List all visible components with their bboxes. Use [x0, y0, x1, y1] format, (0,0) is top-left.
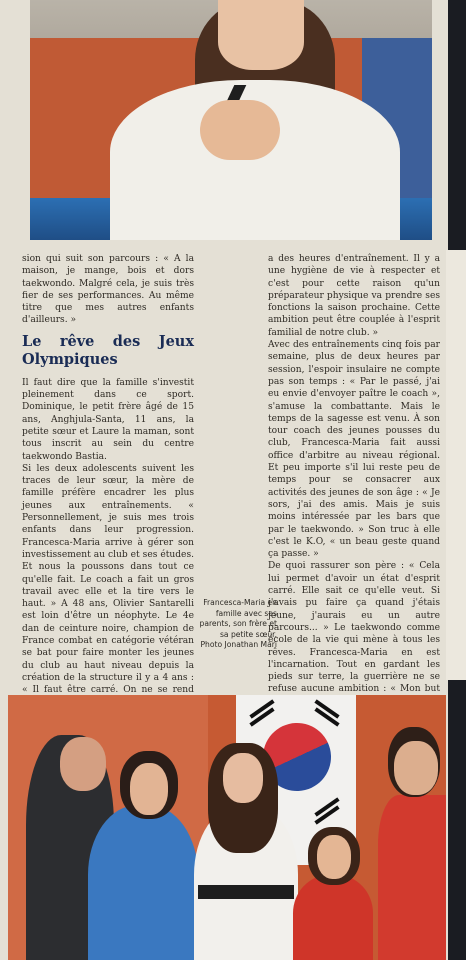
article-column-1: [22, 253, 194, 721]
adjacent-page-edge: [446, 250, 466, 680]
mother-figure: [88, 805, 198, 960]
mother-face: [130, 763, 168, 815]
francesca-face: [223, 753, 263, 803]
article-paragraph: a des heures d'entraînement. Il y a une hygiène de vie à respecter et c'est pour cette raison qu'un préparateur physique va prendre ses fonctions la saison prochaine. Cette ambition peut être couplée à l'esprit familial de notre club. »: [268, 254, 440, 338]
section-heading: Le rêve des Jeux Olympiques: [22, 332, 194, 368]
little-sister-face: [317, 835, 351, 879]
girl-face: [218, 0, 304, 70]
article-column-2: [268, 253, 440, 745]
father-head: [60, 737, 106, 791]
photo-caption: Francesca-Maria en famille avec ses parents, son frère et sa petite sœur. Photo Jonathan Mari: [199, 598, 277, 649]
clasped-fists: [200, 100, 280, 160]
article-paragraph: De quoi rassurer son père : « Cela lui permet d'avoir un état d'esprit carré. Elle sait ce qu'elle veut. Si j'avais pu faire ça quand j'étais jeune, j'aurais eu un autre parcours... » Le taekwondo comme école de la vie qui mène à tous les rêves. Francesca-Maria en est l'incarnation. Tout en gardant les pieds sur terre, la guerrière ne se refuse aucune ambition : « Mon but: [268, 561, 440, 695]
family-photo: [8, 695, 446, 960]
article-paragraph: Il faut dire que la famille s'investit pleinement dans ce sport. Dominique, le petit frère âgé de 15 ans, Anghjula-Santa, 11 ans, la petite sœur et Laure la maman, sont tous inscrit au sein du centre taekwondo Bastia.: [22, 377, 194, 462]
article-paragraph: Si les deux adolescents suivent les traces de leur sœur, la mère de famille préfère encadrer les plus jeunes aux entraînements. « Personnellement, je suis mes trois enfants dans leur progression. Francesca-Maria arrive à gérer son investissement au club et ses études. Et nous la poussons dans tout ce qu'elle fait. Le coach a fait un gros travail avec elle et la tire vers le haut. » A 48 ans, Olivier Santarelli est loin d'être un néophyte. Le 4e dan de ceinture noire, champion de France combat en catégorie vétéran se bat pour faire monter les jeunes du club au haut niveau depuis la création de la structure il y a 4 ans : « Il faut être carré. On ne se rend: [22, 463, 194, 696]
taekwondo-girl-photo: [30, 0, 432, 240]
brother-face: [394, 741, 438, 795]
article-lead-paragraph: sion qui suit son parcours : « A la maison, je mange, bois et dors taekwondo. Malgré cela, je suis très fier de ses performances. Au même titre que mes autres enfants d'ailleurs. »: [22, 254, 194, 326]
brother-figure: [378, 795, 446, 960]
little-sister-figure: [293, 875, 373, 960]
black-belt: [198, 885, 294, 899]
article-paragraph: Avec des entraînements cinq fois par semaine, plus de deux heures par session, l'espoir insulaire ne compte pas son temps : « Par le passé, j'ai eu envie d'envoyer paître le coach », s'amuse la combattante. Mais le temps de la sagesse est venu. À son tour coach des jeunes pousses du club, Francesca-Maria fait aussi office d'arbitre au niveau régional. Et peu importe s'il lui reste peu de temps pour se consacrer aux activités des jeunes de son âge : « Je sors, j'ai des amis. Mais je suis moins intéressée par les bars que par le taekwondo. » Son truc à elle c'est le K.O, « un beau geste quand ça passe. »: [268, 340, 440, 560]
